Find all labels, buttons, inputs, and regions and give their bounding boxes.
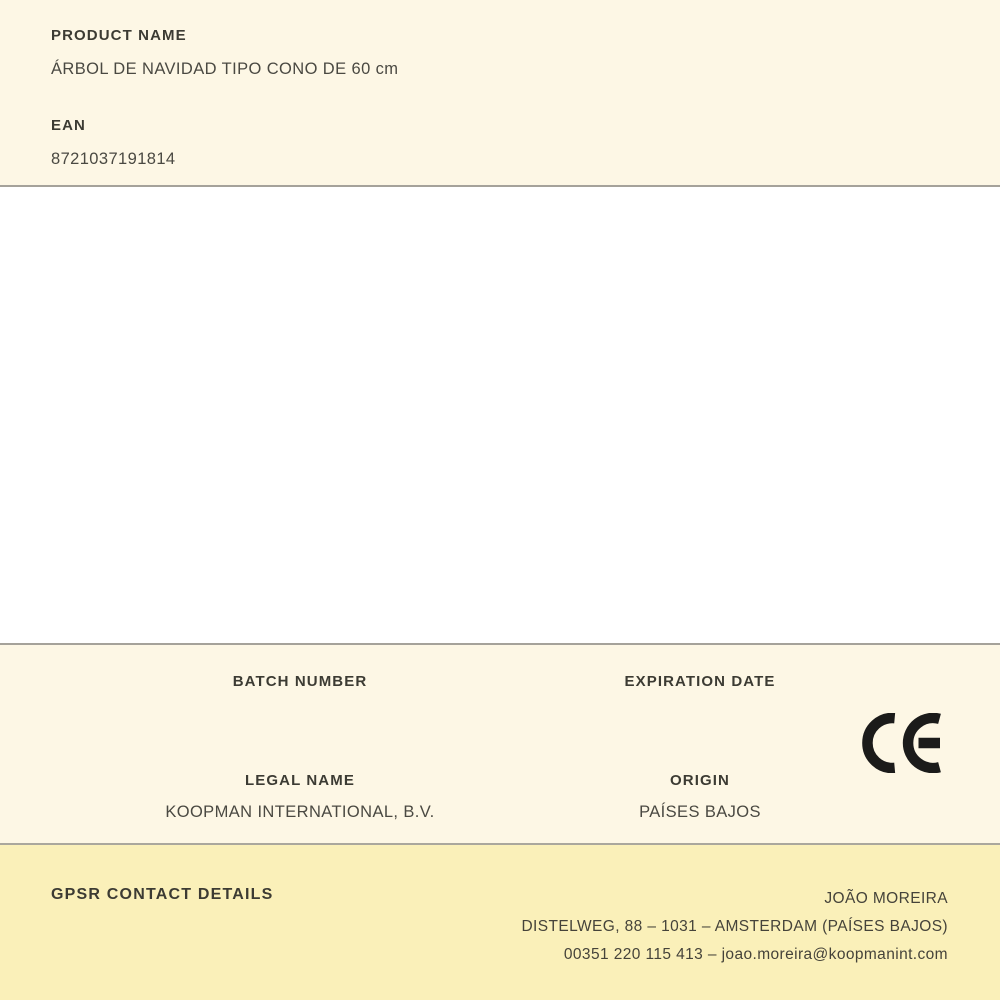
product-name-field [51,27,950,80]
blank-area [0,187,1000,645]
batch-number-field [100,673,500,702]
legal-name-value: KOOPMAN INTERNATIONAL, B.V. [165,803,435,821]
gpsr-contact-address: DISTELWEG, 88 – 1031 – AMSTERDAM (PAÍSES BAJOS) [521,918,948,935]
ean-field [51,117,950,170]
product-name-label: PRODUCT NAME [51,27,187,44]
gpsr-section [0,845,1000,1000]
origin-value: PAÍSES BAJOS [639,803,761,821]
legal-name-label: LEGAL NAME [245,772,355,789]
origin-field [500,772,900,823]
product-section [0,0,1000,187]
ean-label: EAN [51,117,86,134]
batch-number-label: BATCH NUMBER [232,673,368,690]
batch-section [0,645,1000,845]
expiration-date-field [500,673,900,702]
gpsr-title: GPSR CONTACT DETAILS [51,886,274,903]
gpsr-contact-name: JOÃO MOREIRA [824,890,948,907]
origin-label: ORIGIN [670,772,730,789]
product-name-value: ÁRBOL DE NAVIDAD TIPO CONO DE 60 cm [51,60,399,78]
ce-mark-icon [862,713,942,773]
ean-value: 8721037191814 [51,150,176,168]
expiration-date-label: EXPIRATION DATE [624,673,776,690]
gpsr-contact-phone-email: 00351 220 115 413 – joao.moreira@koopmanint.com [563,946,948,963]
legal-name-field [100,772,500,823]
gpsr-contact-block [521,885,948,969]
